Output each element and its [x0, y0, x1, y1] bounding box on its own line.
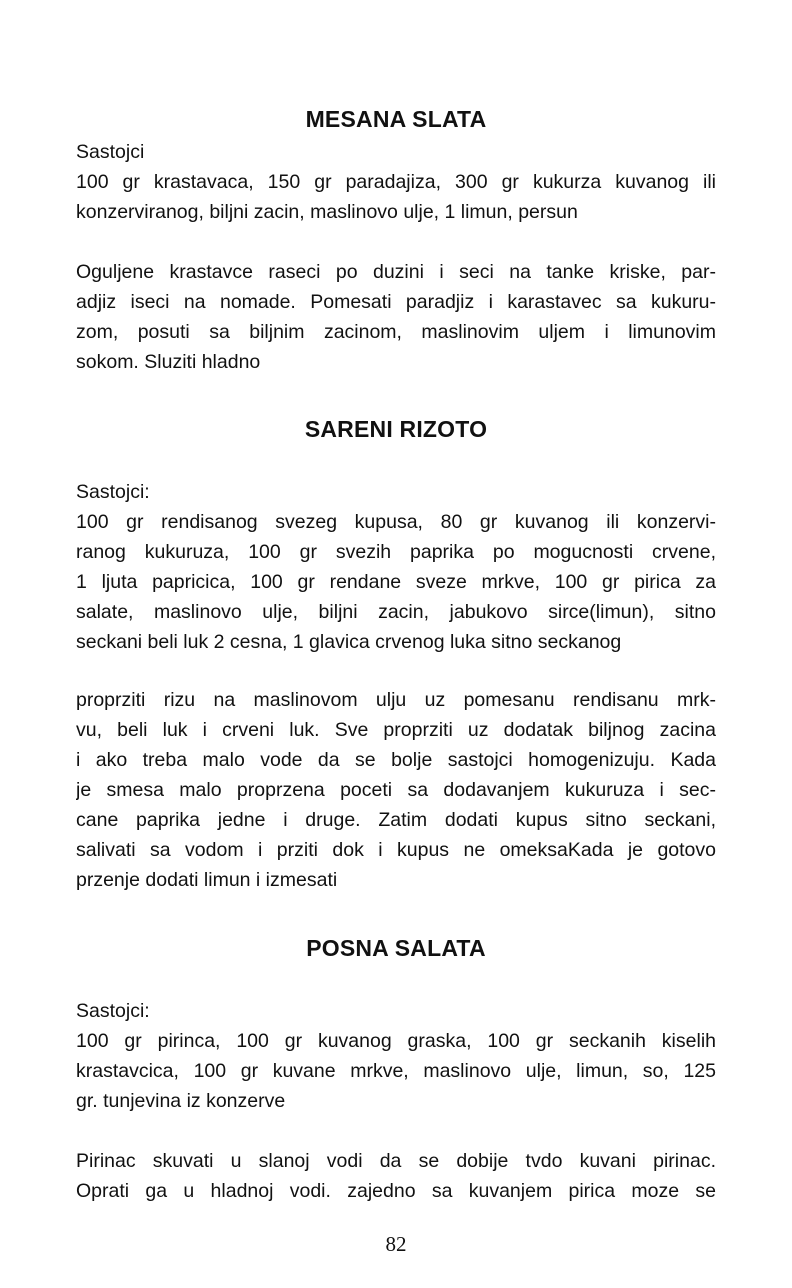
instructions-line: Pirinac skuvati u slanoj vodi da se dobije tvdo kuvani pirinac.: [76, 1150, 716, 1172]
ingredients-line: salate, maslinovo ulje, biljni zacin, jabukovo sirce(limun), sitno: [76, 601, 716, 623]
instructions-section: [76, 257, 716, 377]
instructions-line: vu, beli luk i crveni luk. Sve proprziti uz dodatak biljnog zacina: [76, 719, 716, 741]
ingredients-label: Sastojci:: [76, 1000, 150, 1022]
recipe-title: POSNA SALATA: [306, 935, 486, 961]
instructions-line: je smesa malo proprzena poceti sa dodavanjem kukuruza i sec-: [76, 779, 716, 801]
ingredients-line: gr. tunjevina iz konzerve: [76, 1090, 286, 1112]
instructions-section: [76, 1146, 716, 1206]
instructions-line: proprziti rizu na maslinovom ulju uz pomesanu rendisanu mrk-: [76, 689, 716, 711]
ingredients-line: 100 gr pirinca, 100 gr kuvanog graska, 100 gr seckanih kiselih: [76, 1030, 716, 1052]
instructions-line: zom, posuti sa biljnim zacinom, maslinovim uljem i limunovim: [76, 321, 716, 343]
ingredients-line: 1 ljuta papricica, 100 gr rendane sveze mrkve, 100 gr pirica za: [76, 571, 716, 593]
instructions-line: cane paprika jedne i druge. Zatim dodati kupus sitno seckani,: [76, 809, 716, 831]
instructions-line: Oprati ga u hladnoj vodi. zajedno sa kuvanjem pirica moze se: [76, 1180, 716, 1202]
page-number: 82: [385, 1232, 407, 1256]
instructions-line: i ako treba malo vode da se bolje sastojci homogenizuju. Kada: [76, 749, 716, 771]
instructions-line: adjiz iseci na nomade. Pomesati paradjiz i karastavec sa kukuru-: [76, 291, 716, 313]
document-page: [76, 0, 716, 1288]
ingredients-line: krastavcica, 100 gr kuvane mrkve, maslinovo ulje, limun, so, 125: [76, 1060, 716, 1082]
ingredients-section: [76, 137, 716, 227]
ingredients-line: ranog kukuruza, 100 gr svezih paprika po mogucnosti crvene,: [76, 541, 716, 563]
ingredients-section: [76, 477, 716, 657]
instructions-line: sokom. Sluziti hladno: [76, 351, 261, 373]
ingredients-line: 100 gr krastavaca, 150 gr paradajiza, 300 gr kukurza kuvanog ili: [76, 171, 716, 193]
ingredients-label: Sastojci: [76, 141, 145, 163]
ingredients-line: seckani beli luk 2 cesna, 1 glavica crvenog luka sitno seckanog: [76, 631, 622, 653]
ingredients-section: [76, 996, 716, 1116]
instructions-line: Oguljene krastavce raseci po duzini i seci na tanke kriske, par-: [76, 261, 716, 283]
ingredients-label: Sastojci:: [76, 481, 150, 503]
instructions-line: salivati sa vodom i prziti dok i kupus ne omeksaKada je gotovo: [76, 839, 716, 861]
recipe-title: MESANA SLATA: [305, 106, 487, 132]
instructions-line: przenje dodati limun i izmesati: [76, 869, 338, 891]
ingredients-line: 100 gr rendisanog svezeg kupusa, 80 gr kuvanog ili konzervi-: [76, 511, 716, 533]
ingredients-line: konzerviranog, biljni zacin, maslinovo ulje, 1 limun, persun: [76, 201, 578, 223]
instructions-section: [76, 685, 716, 895]
recipe-title: SARENI RIZOTO: [304, 416, 488, 442]
